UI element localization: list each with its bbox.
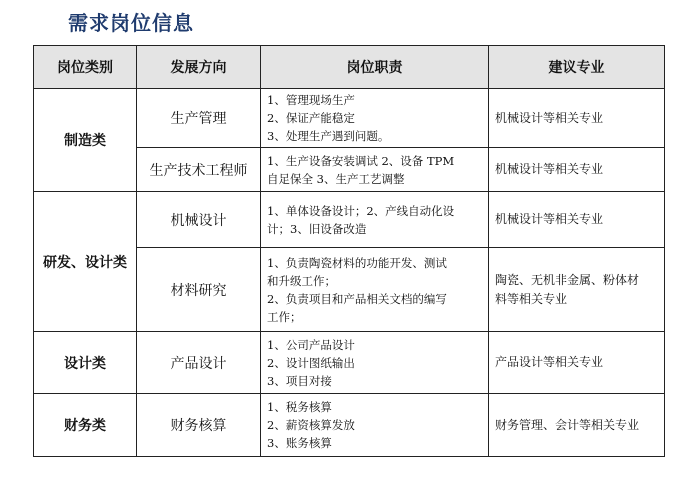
- table-row: [34, 192, 665, 248]
- duty-line: 2、薪资核算发放: [267, 418, 355, 432]
- duties-cell: [261, 148, 489, 192]
- duty-line: 自足保全 3、生产工艺调整: [267, 171, 405, 186]
- header-category: 岗位类别: [34, 46, 137, 89]
- major-line: 料等相关专业: [495, 291, 568, 306]
- duty-line: 3、账务核算: [267, 436, 332, 450]
- duty-line: 2、保证产能稳定: [267, 111, 355, 125]
- category-cell: 研发、设计类: [34, 192, 137, 332]
- category-cell: 制造类: [34, 89, 137, 192]
- direction-cell: 财务核算: [137, 394, 261, 457]
- direction-cell: 生产管理: [137, 89, 261, 148]
- section-title: 需求岗位信息: [68, 11, 194, 35]
- header-direction: 发展方向: [137, 46, 261, 89]
- category-cell: 财务类: [34, 394, 137, 457]
- duty-line: 3、处理生产遇到问题。: [267, 129, 390, 143]
- major-line: 机械设计等相关专业: [495, 162, 604, 176]
- duty-line: 计；3、旧设备改造: [267, 221, 367, 236]
- duties-cell: [261, 248, 489, 332]
- duty-line: 1、负责陶瓷材料的功能开发、测试: [267, 255, 447, 270]
- job-table: [33, 45, 665, 457]
- major-cell: [489, 148, 665, 192]
- duty-line: 1、生产设备安装调试 2、设备 TPM: [267, 153, 455, 168]
- duty-line: 工作；: [267, 309, 302, 324]
- duty-line: 1、公司产品设计: [267, 337, 355, 352]
- duties-cell: [261, 394, 489, 457]
- major-cell: [489, 248, 665, 332]
- duty-line: 1、单体设备设计；2、产线自动化设: [267, 203, 455, 218]
- major-cell: [489, 332, 665, 394]
- duty-line: 1、税务核算: [267, 400, 332, 414]
- header-major: 建议专业: [489, 46, 665, 89]
- major-line: 机械设计等相关专业: [495, 212, 604, 226]
- duties-cell: [261, 332, 489, 394]
- major-line: 财务管理、会计等相关专业: [495, 417, 640, 432]
- direction-cell: 产品设计: [137, 332, 261, 394]
- major-line: 陶瓷、无机非金属、粉体材: [495, 272, 640, 287]
- major-line: 机械设计等相关专业: [495, 110, 604, 125]
- direction-cell: 材料研究: [137, 248, 261, 332]
- duty-line: 1、管理现场生产: [267, 93, 355, 107]
- duty-line: 和升级工作；: [267, 273, 336, 288]
- duties-cell: [261, 192, 489, 248]
- major-cell: [489, 192, 665, 248]
- direction-cell: 机械设计: [137, 192, 261, 248]
- table-header-row: [34, 46, 665, 89]
- table-row: [34, 332, 665, 394]
- duties-cell: [261, 89, 489, 148]
- major-cell: [489, 89, 665, 148]
- table-row: [34, 394, 665, 457]
- table-row: [34, 89, 665, 148]
- duty-line: 2、设计图纸输出: [267, 355, 355, 370]
- duty-line: 3、项目对接: [267, 373, 332, 388]
- header-duties: 岗位职责: [261, 46, 489, 89]
- major-cell: [489, 394, 665, 457]
- duty-line: 2、负责项目和产品相关文档的编写: [267, 291, 447, 306]
- category-cell: 设计类: [34, 332, 137, 394]
- direction-cell: 生产技术工程师: [137, 148, 261, 192]
- major-line: 产品设计等相关专业: [495, 355, 604, 369]
